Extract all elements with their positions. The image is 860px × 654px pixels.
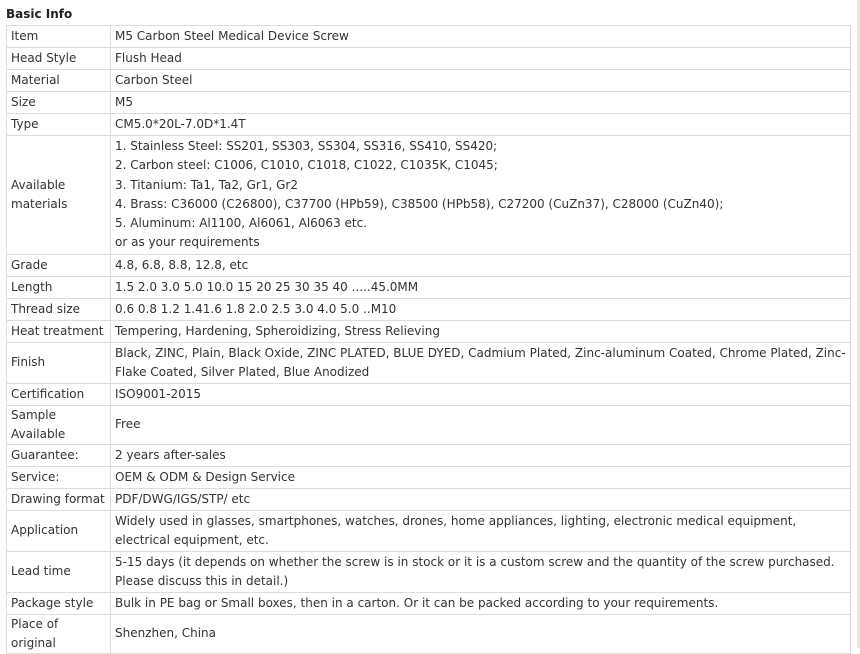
table-row xyxy=(7,592,851,614)
row-label: Certification xyxy=(7,383,111,405)
row-label: Thread size xyxy=(7,298,111,320)
row-value xyxy=(111,136,851,255)
row-value: M5 xyxy=(111,92,851,114)
table-row xyxy=(7,614,851,653)
row-label: Sample Available xyxy=(7,405,111,444)
row-value: PDF/DWG/IGS/STP/ etc xyxy=(111,488,851,510)
row-value: ISO9001-2015 xyxy=(111,383,851,405)
material-line: 1. Stainless Steel: SS201, SS303, SS304, SS316, SS410, SS420; xyxy=(115,139,498,153)
row-label: Material xyxy=(7,70,111,92)
table-row xyxy=(7,26,851,48)
row-value: 5-15 days (it depends on whether the screw is in stock or it is a custom screw and the quantity of the screw purchased. Please discuss this in detail.) xyxy=(111,551,851,592)
table-row xyxy=(7,466,851,488)
row-label: Guarantee: xyxy=(7,444,111,466)
material-line: 4. Brass: C36000 (C26800), C37700 (HPb59), C38500 (HPb58), C27200 (CuZn37), C28000 (CuZn40); xyxy=(115,196,724,211)
table-row xyxy=(7,298,851,320)
row-value: Free xyxy=(111,405,851,444)
spec-table xyxy=(6,25,851,654)
material-line: 5. Aluminum: Al1100, Al6061, Al6063 etc. xyxy=(115,216,368,231)
material-line: 3. Titanium: Ta1, Ta2, Gr1, Gr2 xyxy=(115,177,298,192)
row-value: 4.8, 6.8, 8.8, 12.8, etc xyxy=(111,254,851,276)
row-value: Flush Head xyxy=(111,48,851,70)
row-value: 1.5 2.0 3.0 5.0 10.0 15 20 25 30 35 40 .....45.0MM xyxy=(111,276,851,298)
row-label: Place of original xyxy=(7,614,111,653)
row-label: Length xyxy=(7,276,111,298)
table-row xyxy=(7,444,851,466)
row-label: Head Style xyxy=(7,48,111,70)
row-value: 0.6 0.8 1.2 1.41.6 1.8 2.0 2.5 3.0 4.0 5.0 ..M10 xyxy=(111,298,851,320)
table-row xyxy=(7,488,851,510)
row-label: Service: xyxy=(7,466,111,488)
section-heading: Basic Info xyxy=(6,7,73,21)
row-value: Widely used in glasses, smartphones, watches, drones, home appliances, lighting, electronic medical equipment, electrical equipment, etc. xyxy=(111,510,851,551)
row-label: Package style xyxy=(7,592,111,614)
table-row xyxy=(7,92,851,114)
table-row xyxy=(7,114,851,136)
row-label: Application xyxy=(7,510,111,551)
table-row xyxy=(7,320,851,342)
table-row xyxy=(7,510,851,551)
table-row xyxy=(7,70,851,92)
table-row xyxy=(7,383,851,405)
row-value: Bulk in PE bag or Small boxes, then in a carton. Or it can be packed according to your requirements. xyxy=(111,592,851,614)
material-line: or as your requirements xyxy=(115,235,260,250)
row-label: Available materials xyxy=(7,136,111,255)
table-row xyxy=(7,276,851,298)
table-row xyxy=(7,405,851,444)
row-label: Heat treatment xyxy=(7,320,111,342)
row-label: Grade xyxy=(7,254,111,276)
row-value: Shenzhen, China xyxy=(111,614,851,653)
row-label: Item xyxy=(7,26,111,48)
row-label: Type xyxy=(7,114,111,136)
row-value: 2 years after-sales xyxy=(111,444,851,466)
table-row xyxy=(7,254,851,276)
row-value: Carbon Steel xyxy=(111,70,851,92)
row-value: M5 Carbon Steel Medical Device Screw xyxy=(111,26,851,48)
table-row xyxy=(7,136,851,255)
row-value: Tempering, Hardening, Spheroidizing, Stress Relieving xyxy=(111,320,851,342)
row-label: Lead time xyxy=(7,551,111,592)
row-value: Black, ZINC, Plain, Black Oxide, ZINC PLATED, BLUE DYED, Cadmium Plated, Zinc-aluminum Coated, Chrome Plated, Zinc-Flake Coated, Silver Plated, Blue Anodized xyxy=(111,342,851,383)
row-label: Size xyxy=(7,92,111,114)
table-row xyxy=(7,48,851,70)
material-line: 2. Carbon steel: C1006, C1010, C1018, C1022, C1035K, C1045; xyxy=(115,158,498,173)
row-label: Drawing format xyxy=(7,488,111,510)
table-row xyxy=(7,551,851,592)
row-value: CM5.0*20L-7.0D*1.4T xyxy=(111,114,851,136)
row-label: Finish xyxy=(7,342,111,383)
table-row xyxy=(7,342,851,383)
row-value: OEM & ODM & Design Service xyxy=(111,466,851,488)
